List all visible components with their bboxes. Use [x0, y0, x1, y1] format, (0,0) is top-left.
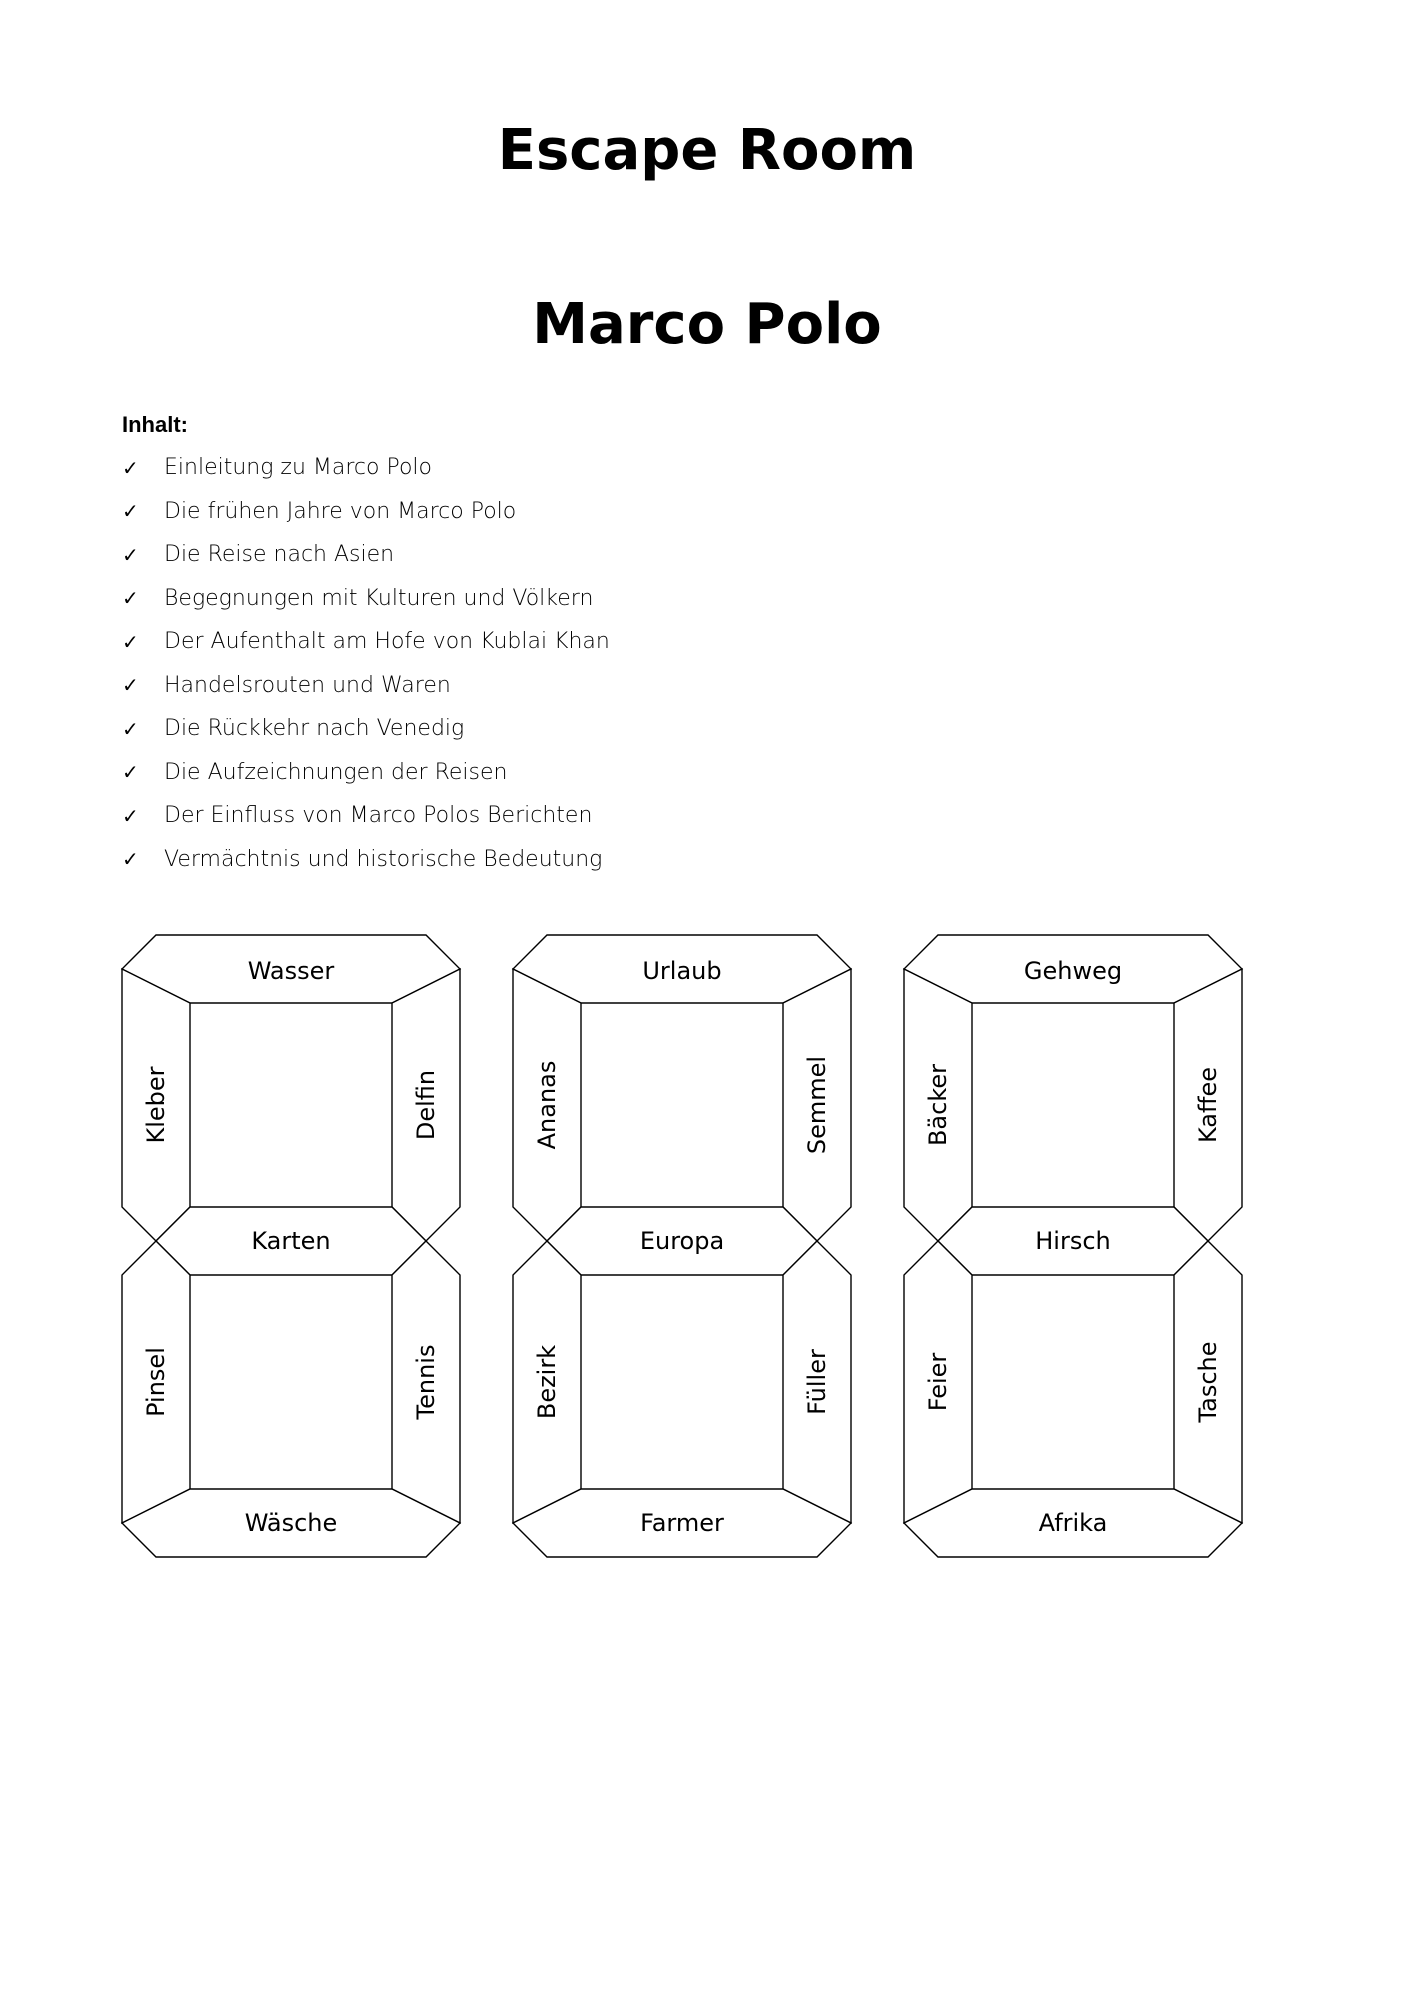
- segment-label-lower-right: Füller: [803, 1349, 831, 1415]
- list-item-label: Begegnungen mit Kulturen und Völkern: [164, 585, 594, 611]
- digit-1: [122, 935, 460, 1557]
- segment-label-upper-right: Semmel: [803, 1055, 831, 1155]
- digit-2: [513, 935, 851, 1557]
- checkmark-icon: ✓: [122, 455, 139, 480]
- checkmark-icon: ✓: [122, 499, 139, 524]
- list-item-label: Die frühen Jahre von Marco Polo: [164, 498, 517, 524]
- checkmark-icon: ✓: [122, 803, 139, 828]
- checkmark-icon: ✓: [122, 586, 139, 611]
- segment-label-top: Wasser: [247, 957, 335, 985]
- segment-label-top: Gehweg: [1023, 957, 1123, 985]
- segment-label-middle: Hirsch: [1035, 1227, 1111, 1255]
- segment-label-upper-left: Bäcker: [924, 1063, 952, 1147]
- list-item-label: Der Einfluss von Marco Polos Berichten: [164, 803, 593, 829]
- segment-label-top: Urlaub: [642, 957, 722, 985]
- segment-label-upper-right: Delfin: [412, 1069, 440, 1141]
- checkmark-icon: ✓: [122, 716, 139, 741]
- checkmark-icon: ✓: [122, 847, 139, 872]
- checkmark-icon: ✓: [122, 673, 139, 698]
- list-item-label: Einleitung zu Marco Polo: [164, 455, 432, 481]
- segment-label-bottom: Farmer: [640, 1509, 724, 1537]
- list-item-label: Die Reise nach Asien: [164, 542, 395, 568]
- segment-label-lower-right: Tennis: [412, 1344, 440, 1420]
- checkmark-icon: ✓: [122, 629, 139, 654]
- digit-3: [904, 935, 1242, 1557]
- list-item-label: Der Aufenthalt am Hofe von Kublai Khan: [164, 629, 610, 655]
- page-subtitle: Marco Polo: [532, 292, 882, 357]
- list-item-label: Die Aufzeichnungen der Reisen: [164, 759, 508, 785]
- segment-label-lower-left: Pinsel: [142, 1347, 170, 1417]
- contents-label: Inhalt:: [122, 412, 188, 437]
- segment-label-upper-left: Kleber: [142, 1066, 170, 1144]
- segment-label-middle: Europa: [639, 1227, 725, 1255]
- list-item-label: Handelsrouten und Waren: [164, 672, 451, 698]
- page-title: Escape Room: [497, 118, 917, 183]
- segment-label-bottom: Wäsche: [244, 1509, 338, 1537]
- segment-label-middle: Karten: [251, 1227, 331, 1255]
- segment-label-upper-right: Kaffee: [1194, 1066, 1222, 1144]
- list-item-label: Vermächtnis und historische Bedeutung: [164, 846, 603, 872]
- segment-label-lower-left: Bezirk: [533, 1344, 561, 1420]
- checkmark-icon: ✓: [122, 760, 139, 785]
- segment-label-upper-left: Ananas: [533, 1060, 561, 1150]
- segment-label-lower-left: Feier: [924, 1352, 952, 1412]
- list-item-label: Die Rückkehr nach Venedig: [164, 716, 465, 742]
- segment-label-lower-right: Tasche: [1194, 1341, 1222, 1423]
- segment-label-bottom: Afrika: [1038, 1509, 1108, 1537]
- checkmark-icon: ✓: [122, 542, 139, 567]
